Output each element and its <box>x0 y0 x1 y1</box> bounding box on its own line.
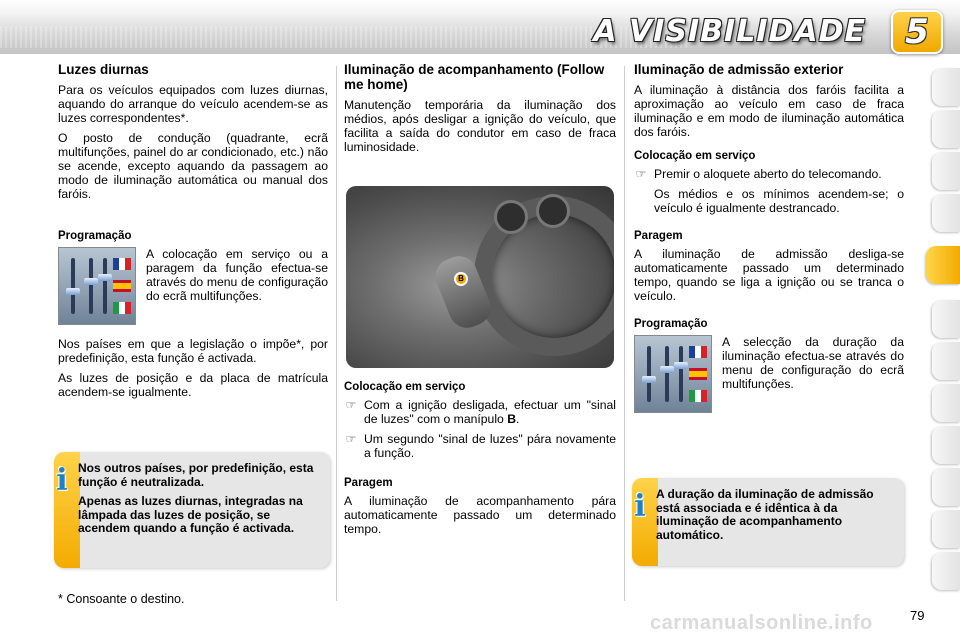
info-paragraph: Nos outros países, por predefinição, esta função é neutralizada. <box>78 461 314 489</box>
paragraph: A iluminação à distância dos faróis facilita a aproximação ao veículo em caso de fraca iluminação e em modo de iluminação automática dos faróis. <box>634 83 904 139</box>
list-item <box>634 167 904 181</box>
slider-icon <box>679 346 683 402</box>
chapter-tab-10[interactable] <box>932 468 960 506</box>
list-item-text: Premir o aloquete aberto do telecomando. <box>654 167 882 181</box>
chapter-tab-1[interactable] <box>932 68 960 106</box>
slider-knob-icon <box>642 376 656 383</box>
slider-icon <box>71 258 75 314</box>
chapter-tab-5-active[interactable] <box>926 246 960 284</box>
subsection-title: Colocação em serviço <box>344 381 466 393</box>
section-title: Luzes diurnas <box>58 62 149 77</box>
page-header <box>0 0 960 54</box>
slider-knob-icon <box>66 288 80 295</box>
info-icon: i <box>634 489 646 524</box>
watermark: carmanualsonline.info <box>650 612 873 634</box>
slider-icon <box>103 258 107 314</box>
bullet-icon: ☞ <box>345 398 357 412</box>
page-number: 79 <box>910 608 925 623</box>
chapter-tab-11[interactable] <box>932 510 960 548</box>
paragraph: Os médios e os mínimos acendem-se; o veículo é igualmente destrancado. <box>654 187 904 215</box>
programming-block <box>58 247 328 329</box>
paragraph: A colocação em serviço ou a paragem da função efectua-se através do menu de configuração do ecrã multifunções. <box>146 247 328 303</box>
programming-block <box>634 335 904 417</box>
info-text <box>78 462 320 542</box>
stalk-reference: B <box>507 412 517 426</box>
header-stripes <box>0 26 690 48</box>
slider-knob-icon <box>674 362 688 369</box>
paragraph: Nos países em que a legislação o impõe*, por predefinição, esta função é activada. <box>58 337 328 365</box>
list-item <box>344 432 616 460</box>
paragraph: O posto de condução (quadrante, ecrã multifunções, painel do ar condicionado, etc.) não se acende, excepto aquando da passagem ao modo de iluminação automática ou manual dos faróis. <box>58 131 328 201</box>
footnote: * Consoante o destino. <box>58 592 185 606</box>
list-item <box>344 398 616 426</box>
flag-spain-icon <box>689 368 707 380</box>
text-part: . <box>516 412 520 426</box>
chapter-tab-3[interactable] <box>932 152 960 190</box>
chapter-tab-6[interactable] <box>932 300 960 338</box>
subsection-title: Paragem <box>344 477 393 489</box>
chapter-tab-8[interactable] <box>932 384 960 422</box>
slider-icon <box>647 346 651 402</box>
settings-menu-thumbnail <box>634 335 712 413</box>
subsection-title: Paragem <box>634 230 683 242</box>
column-divider <box>336 66 337 601</box>
settings-menu-thumbnail <box>58 247 136 325</box>
gauge-dial <box>494 200 528 234</box>
section-follow-me-home <box>344 62 616 542</box>
chapter-tab-7[interactable] <box>932 342 960 380</box>
bullet-icon: ☞ <box>635 167 647 181</box>
flag-italy-icon <box>689 390 707 402</box>
slider-icon <box>89 258 93 314</box>
slider-knob-icon <box>660 366 674 373</box>
slider-knob-icon <box>84 278 98 285</box>
chapter-tab-4[interactable] <box>932 194 960 232</box>
stalk-label-marker: B <box>454 272 468 286</box>
chapter-tab-9[interactable] <box>932 426 960 464</box>
paragraph: Para os veículos equipados com luzes diurnas, aquando do arranque do veículo acendem-se as luzes correspondentes*. <box>58 83 328 125</box>
list-item-text <box>364 398 616 426</box>
subsection-title: Programação <box>58 230 132 242</box>
gauge-dial <box>536 194 570 228</box>
paragraph: As luzes de posição e da placa de matrícula acendem-se igualmente. <box>58 371 328 399</box>
section-title: Iluminação de admissão exterior <box>634 62 844 77</box>
info-box <box>632 478 904 566</box>
list-item-text: Um segundo "sinal de luzes" pára novamente a função. <box>364 432 616 460</box>
info-paragraph: A duração da iluminação de admissão está associada e é idêntica à da iluminação de acompanhamento automático. <box>656 487 874 542</box>
chapter-tabs <box>926 68 960 582</box>
paragraph: A iluminação de admissão desliga-se automaticamente passado um determinado tempo, quando se liga a ignição ou se tranca o veículo. <box>634 247 904 303</box>
chapter-tab-2[interactable] <box>932 110 960 148</box>
info-icon-strip <box>632 478 658 566</box>
info-icon-strip <box>54 452 80 568</box>
paragraph: A selecção da duração da iluminação efectua-se através do menu de configuração do ecrã multifunções. <box>722 335 904 391</box>
slider-knob-icon <box>98 274 112 281</box>
bullet-icon: ☞ <box>345 432 357 446</box>
text-part: Com a ignição desligada, efectuar um "sinal de luzes" com o manípulo <box>364 398 616 426</box>
flag-france-icon <box>113 258 131 270</box>
paragraph: A iluminação de acompanhamento pára automaticamente passado um determinado tempo. <box>344 494 616 536</box>
flag-italy-icon <box>113 302 131 314</box>
info-icon: i <box>56 463 68 498</box>
steering-column-photo <box>346 186 614 368</box>
slider-icon <box>665 346 669 402</box>
info-paragraph: Apenas as luzes diurnas, integradas na lâmpada das luzes de posição, se acendem quando a função é activada. <box>78 494 303 535</box>
chapter-title: A VISIBILIDADE <box>593 14 866 49</box>
chapter-number-badge <box>891 10 943 54</box>
flag-france-icon <box>689 346 707 358</box>
subsection-title: Programação <box>634 318 708 330</box>
subsection-title: Colocação em serviço <box>634 150 756 162</box>
section-daytime-lights <box>58 62 328 405</box>
paragraph: Manutenção temporária da iluminação dos médios, após desligar a ignição do veículo, que facilita a saída do condutor em caso de fraca luminosidade. <box>344 98 616 154</box>
chapter-number: 5 <box>905 12 929 52</box>
info-box <box>54 452 330 568</box>
flag-spain-icon <box>113 280 131 292</box>
section-exterior-welcome-lighting <box>634 62 904 417</box>
info-text <box>656 488 894 548</box>
column-divider <box>624 66 625 601</box>
section-title: Iluminação de acompanhamento (Follow me home) <box>344 62 605 92</box>
chapter-tab-12[interactable] <box>932 552 960 590</box>
